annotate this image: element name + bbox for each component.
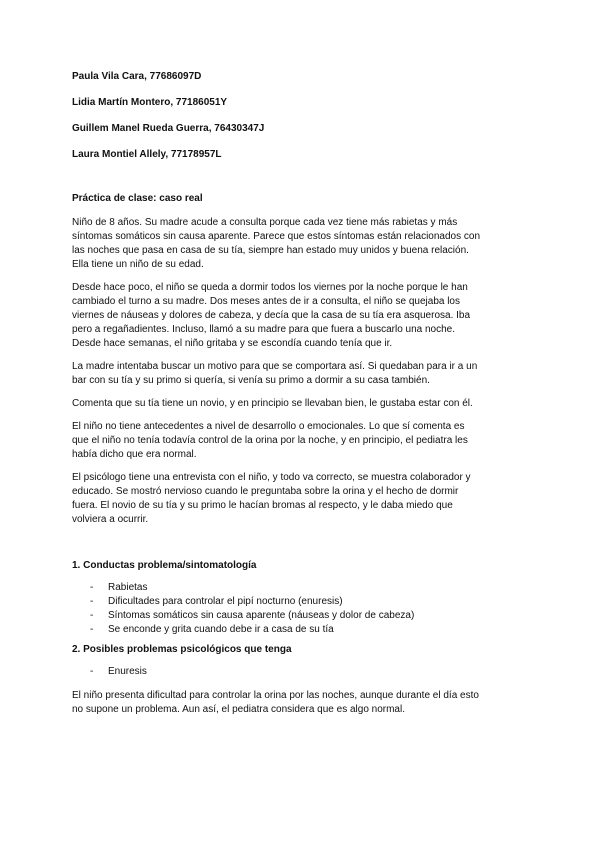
text-line: fuera. El novio de su tía y su primo le hacían bromas al respecto, y le daba miedo que	[72, 500, 453, 511]
text-line: Desde hace poco, el niño se queda a dormir todos los viernes por la noche porque le han	[72, 282, 468, 293]
dash-bullet: -	[90, 624, 94, 635]
case-paragraph-5	[72, 420, 532, 462]
author-line-1: Paula Vila Cara, 77686097D	[72, 71, 202, 82]
text-line: El niño presenta dificultad para controlar la orina por las noches, aunque durante el día esto	[72, 690, 479, 701]
list-item-text: Dificultades para controlar el pipí nocturno (enuresis)	[108, 596, 343, 607]
problems-list	[72, 665, 532, 679]
document-page	[72, 70, 532, 726]
text-line: había dicho que era normal.	[72, 449, 197, 460]
dash-bullet: -	[90, 610, 94, 621]
text-line: Ella tiene un niño de su edad.	[72, 259, 204, 270]
text-line: síntomas somáticos sin causa aparente. Parece que estos síntomas están relacionados con	[72, 231, 481, 242]
author-line-2: Lidia Martín Montero, 77186051Y	[72, 97, 228, 108]
case-paragraph-6	[72, 471, 532, 527]
text-line: El niño no tiene antecedentes a nivel de desarrollo o emocionales. Lo que sí comenta es	[72, 421, 465, 432]
text-line: bar con su tía y su primo si quería, si venía su primo a dormir a su casa también.	[72, 375, 430, 386]
text-line: no supone un problema. Aun así, el pediatra considera que es algo normal.	[72, 704, 405, 715]
list-item-text: Se enconde y grita cuando debe ir a casa de su tía	[108, 624, 334, 635]
case-paragraph-2	[72, 281, 532, 351]
case-paragraph-3	[72, 360, 532, 388]
text-line: volviera a ocurrir.	[72, 514, 149, 525]
text-line: Desde hace semanas, el niño gritaba y se escondía cuando tenía que ir.	[72, 338, 393, 349]
text-line: pero a regañadientes. Incluso, llamó a su madre para que fuera a buscarlo una noche.	[72, 324, 456, 335]
enuresis-paragraph	[72, 689, 532, 717]
dash-bullet: -	[90, 582, 94, 593]
case-paragraph-1	[72, 216, 532, 272]
list-item	[72, 665, 532, 679]
text-line: las noches que pasa en casa de su tía, siempre han estado muy unidos y buena relación.	[72, 245, 469, 256]
author-line-3: Guillem Manel Rueda Guerra, 76430347J	[72, 123, 265, 134]
text-line: que el niño no tenía todavía control de la orina por la noche, y en principio, el pediatra les	[72, 435, 468, 446]
list-item-text: Rabietas	[108, 582, 148, 593]
text-line: La madre intentaba buscar un motivo para que se comportara así. Si quedaban para ir a un	[72, 361, 478, 372]
symptoms-list	[72, 581, 532, 637]
list-item	[72, 595, 532, 609]
text-line: educado. Se mostró nervioso cuando le preguntaba sobre la orina y el hecho de dormir	[72, 486, 459, 497]
section-heading-2: 2. Posibles problemas psicológicos que tenga	[72, 644, 292, 655]
author-line-4: Laura Montiel Allely, 77178957L	[72, 149, 222, 160]
list-item	[72, 609, 532, 623]
list-item-text: Enuresis	[108, 666, 147, 677]
list-item	[72, 623, 532, 637]
text-line: cambiado el turno a su madre. Dos meses antes de ir a consulta, el niño se quejaba los	[72, 296, 460, 307]
dash-bullet: -	[90, 666, 94, 677]
practice-title: Práctica de clase: caso real	[72, 193, 203, 204]
list-item	[72, 581, 532, 595]
list-item-text: Síntomas somáticos sin causa aparente (náuseas y dolor de cabeza)	[108, 610, 415, 621]
case-paragraph-4	[72, 397, 532, 411]
text-line: Comenta que su tía tiene un novio, y en principio se llevaban bien, le gustaba estar con él.	[72, 398, 473, 409]
text-line: viernes de náuseas y dolores de cabeza, y decía que la casa de su tía era asquerosa. Iba	[72, 310, 471, 321]
dash-bullet: -	[90, 596, 94, 607]
section-heading-1: 1. Conductas problema/sintomatología	[72, 560, 257, 571]
text-line: Niño de 8 años. Su madre acude a consulta porque cada vez tiene más rabietas y más	[72, 217, 458, 228]
text-line: El psicólogo tiene una entrevista con el niño, y todo va correcto, se muestra colaborador y	[72, 472, 471, 483]
